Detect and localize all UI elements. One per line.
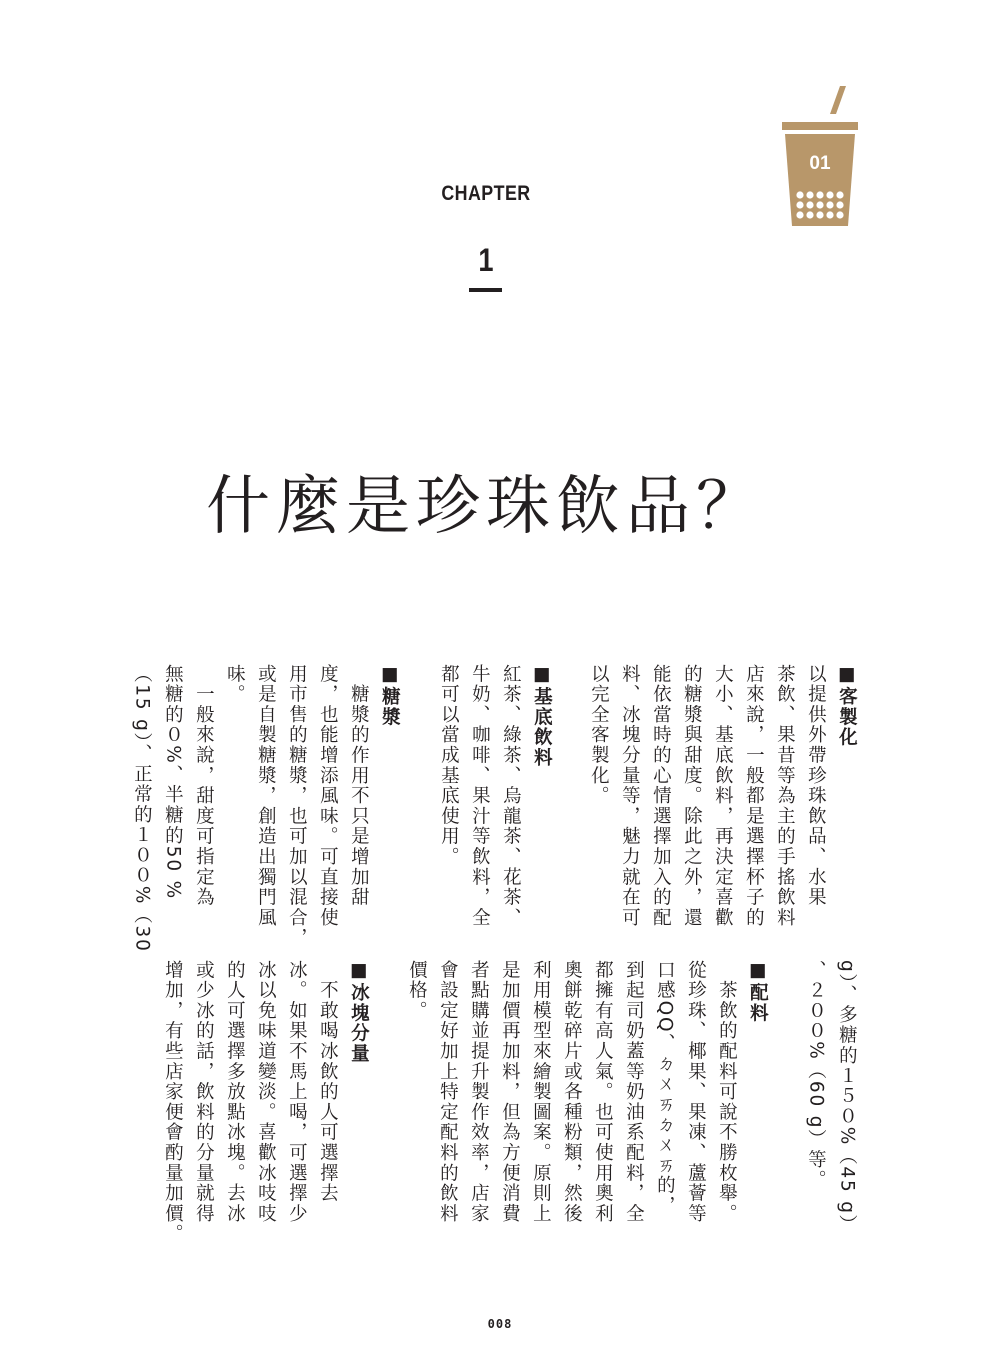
text-line: 從珍珠、椰果、果凍、蘆薈等 bbox=[685, 960, 707, 1224]
text-line: 增加，有些店家便會酌量加價。 bbox=[162, 960, 184, 1245]
text-line: 紅茶、綠茶、烏龍茶、花茶、 bbox=[500, 664, 522, 928]
text-line: 味。 bbox=[224, 664, 246, 705]
text-line: 價格。 bbox=[406, 960, 428, 1021]
text-line: 或是自製糖漿，創造出獨門風 bbox=[255, 664, 277, 928]
text-line: 都可以當成基底使用。 bbox=[438, 664, 460, 867]
text-line: 的人可選擇多放點冰塊。去冰 bbox=[224, 960, 246, 1224]
text-line: 都擁有高人氣。也可使用奧利 bbox=[592, 960, 614, 1224]
text-line: 到起司奶蓋等奶油系配料，全 bbox=[623, 960, 645, 1224]
text-line: 度，也能增添風味。可直接使 bbox=[317, 664, 339, 928]
text-line: 糖漿的作用不只是增加甜 bbox=[348, 664, 370, 908]
text-line: 不敢喝冰飲的人可選擇去 bbox=[317, 960, 339, 1204]
heading-customization: ■客製化 bbox=[836, 664, 858, 748]
text-line: 茶飲的配料可說不勝枚舉。 bbox=[716, 960, 738, 1224]
text-line: 會設定好加上特定配料的飲料 bbox=[437, 960, 459, 1224]
text-line: 茶飲、果昔等為主的手搖飲料 bbox=[774, 664, 796, 928]
heading-base-drink: ■基底飲料 bbox=[531, 664, 553, 768]
text-line: 用市售的糖漿，也可加以混合， bbox=[286, 664, 308, 949]
text-line: 冰以免味道變淡。喜歡冰吱吱 bbox=[255, 960, 277, 1224]
text-line: 店來說，一般都是選擇杯子的 bbox=[743, 664, 765, 928]
text-line: （15 g）、正常的１００%（30 bbox=[131, 664, 153, 953]
text-line: 大小、基底飲料，再決定喜歡 bbox=[712, 664, 734, 928]
chapter-divider bbox=[469, 288, 502, 292]
heading-ice-amount: ■冰塊分量 bbox=[348, 960, 370, 1064]
text-line: 牛奶、咖啡、果汁等飲料，全 bbox=[469, 664, 491, 928]
page-number: 008 bbox=[487, 1317, 513, 1331]
page-title: 什麼是珍珠飲品？ bbox=[206, 469, 766, 544]
text-line: 以提供外帶珍珠飲品、水果 bbox=[805, 664, 827, 908]
text-line: 口感QQ、ㄉㄨㄞㄉㄨㄞ的， bbox=[654, 960, 676, 1217]
text-line: 以完全客製化。 bbox=[588, 664, 610, 807]
chapter-label: CHAPTER bbox=[441, 182, 531, 205]
text-line: 一般來說，甜度可指定為 bbox=[193, 664, 215, 908]
text-line: 冰。如果不馬上喝，可選擇少 bbox=[286, 960, 308, 1224]
text-line: 或少冰的話，飲料的分量就得 bbox=[193, 960, 215, 1224]
text-line: 是加價再加料，但為方便消費 bbox=[499, 960, 521, 1224]
text-line: 無糖的０%、半糖的50 % bbox=[162, 664, 184, 900]
chapter-badge-number: 01 bbox=[809, 153, 831, 174]
text-line: 利用模型來繪製圖案。原則上 bbox=[530, 960, 552, 1224]
bubble-tea-cup-icon bbox=[780, 84, 860, 228]
heading-toppings: ■配料 bbox=[747, 960, 769, 1024]
chapter-number: 1 bbox=[478, 242, 494, 278]
text-line: 料、冰塊分量等，魅力就在可 bbox=[619, 664, 641, 928]
text-line: 者點購並提升製作效率，店家 bbox=[468, 960, 490, 1224]
heading-syrup: ■糖漿 bbox=[379, 664, 401, 728]
text-line: 、２００%（60 g）等。 bbox=[805, 960, 827, 1191]
text-line: 奧餅乾碎片或各種粉類，然後 bbox=[561, 960, 583, 1224]
text-line: g）、多糖的１５０%（45 g） bbox=[836, 960, 858, 1236]
text-line: 能依當時的心情選擇加入的配 bbox=[650, 664, 672, 928]
text-line: 的糖漿與甜度。除此之外，還 bbox=[681, 664, 703, 928]
